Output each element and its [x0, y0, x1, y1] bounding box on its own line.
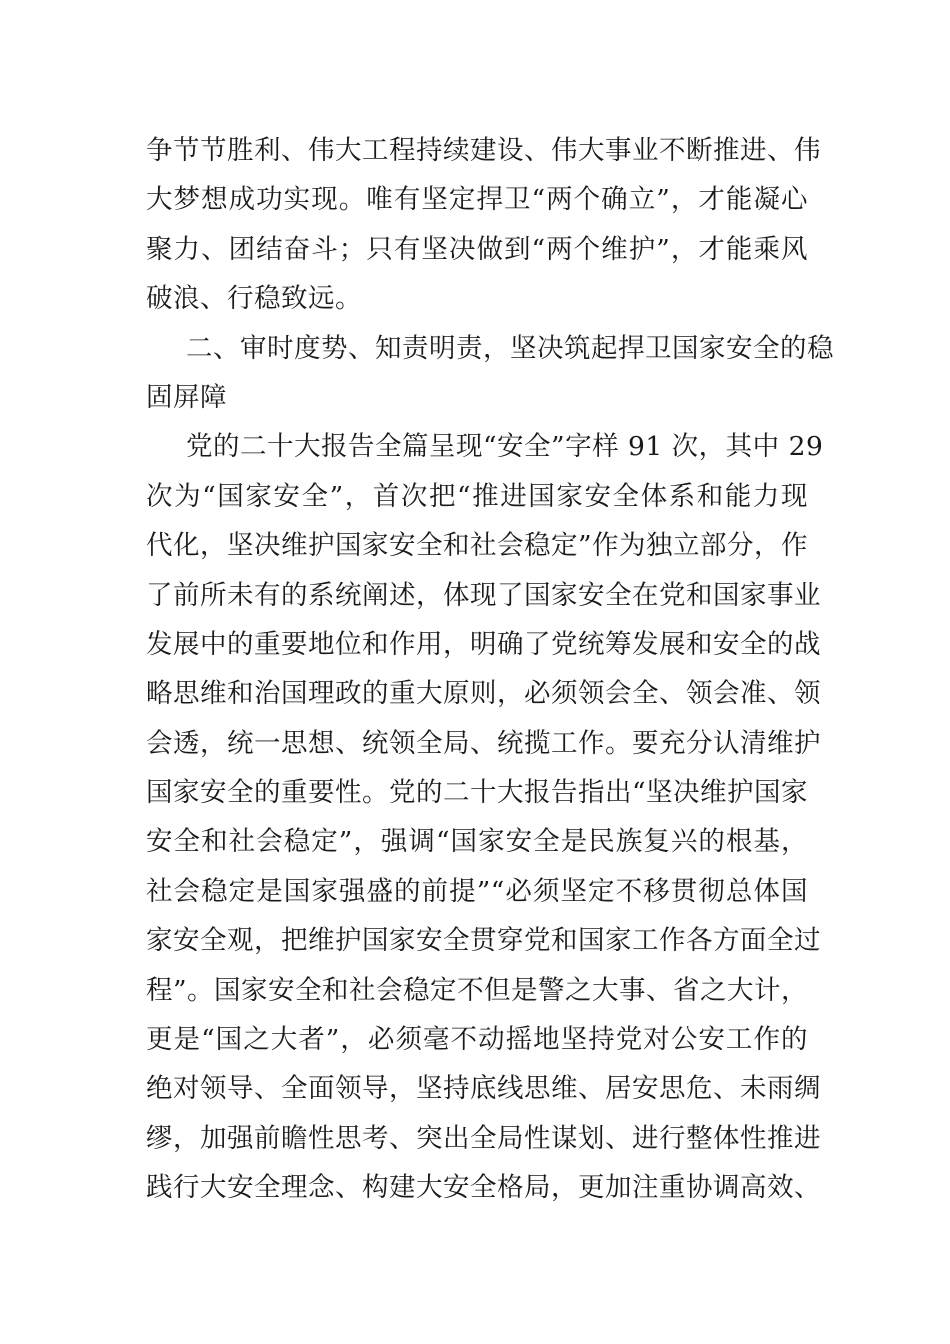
text-line: 家安全观，把维护国家安全贯穿党和国家工作各方面全过 [146, 925, 821, 957]
text-line: 更是“国之大者”，必须毫不动摇地坚持党对公安工作的 [146, 1024, 808, 1056]
text-line: 党的二十大报告全篇呈现“安全”字样 91 次，其中 29 [186, 431, 824, 463]
text-line: 破浪、行稳致远。 [146, 283, 362, 315]
text-line: 践行大安全理念、构建大安全格局，更加注重协调高效、 [146, 1172, 821, 1204]
section-heading-line: 固屏障 [146, 381, 227, 413]
text-line: 争节节胜利、伟大工程持续建设、伟大事业不断推进、伟 [146, 135, 821, 166]
text-line: 程”。国家安全和社会稳定不但是警之大事、省之大计， [146, 974, 809, 1006]
text-line: 大梦想成功实现。唯有坚定捍卫“两个确立”，才能凝心 [146, 184, 808, 216]
text-line: 略思维和治国理政的重大原则，必须领会全、领会准、领 [146, 678, 821, 710]
text-line: 国家安全的重要性。党的二十大报告指出“坚决维护国家 [146, 777, 809, 809]
section-heading-line: 二、审时度势、知责明责，坚决筑起捍卫国家安全的稳 [186, 332, 834, 364]
text-line: 会透，统一思想、统领全局、统揽工作。要充分认清维护 [146, 727, 821, 759]
text-line: 缪，加强前瞻性思考、突出全局性谋划、进行整体性推进 [146, 1122, 821, 1154]
text-line: 聚力、团结奋斗；只有坚决做到“两个维护”，才能乘风 [146, 233, 808, 265]
text-line: 了前所未有的系统阐述，体现了国家安全在党和国家事业 [146, 579, 821, 611]
text-line: 发展中的重要地位和作用，明确了党统筹发展和安全的战 [146, 628, 821, 660]
text-line: 次为“国家安全”，首次把“推进国家安全体系和能力现 [146, 480, 808, 512]
text-line: 绝对领导、全面领导，坚持底线思维、居安思危、未雨绸 [146, 1073, 821, 1105]
text-line: 社会稳定是国家强盛的前提”“必须坚定不移贯彻总体国 [146, 875, 808, 907]
text-line: 安全和社会稳定”，强调“国家安全是民族复兴的根基， [146, 826, 808, 858]
text-line: 代化，坚决维护国家安全和社会稳定”作为独立部分，作 [146, 530, 809, 562]
body-text [146, 126, 834, 1213]
